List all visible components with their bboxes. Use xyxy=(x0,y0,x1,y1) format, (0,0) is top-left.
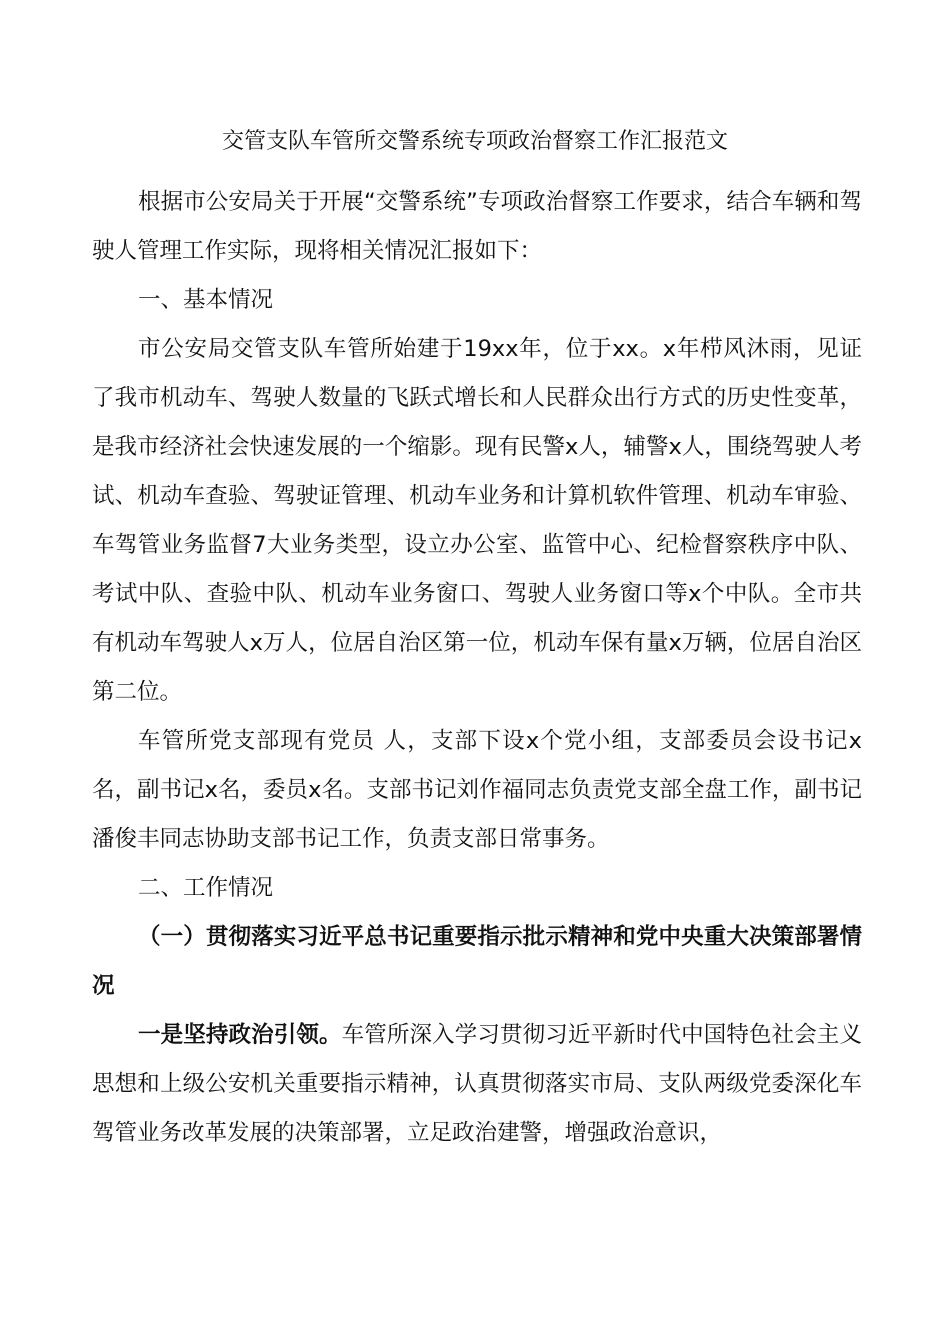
section-heading-work: 二、工作情况 xyxy=(138,875,274,901)
point-one-body: 车管所深入学习贯彻习近平新时代中国特色社会主义思想和上级公安机关重要指示精神，认真贯彻落实市局、支队两级党委深化车驾管业务改革发展的决策部署，立足政治建警，增强政治意识， xyxy=(92,1022,862,1146)
subsection-heading: （一）贯彻落实习近平总书记重要指示批示精神和党中央重大决策部署情况 xyxy=(92,924,862,999)
basic-info-paragraph: 市公安局交管支队车管所始建于19xx年，位于xx。x年栉风沐雨，见证了我市机动车、驾驶人数量的飞跃式增长和人民群众出行方式的历史性变革，是我市经济社会快速发展的一个缩影。现有民警x人，辅警x人，围绕驾驶人考试、机动车查验、驾驶证管理、机动车业务和计算机软件管理、机动车审验、车驾管业务监督7大业务类型，设立办公室、监管中心、纪检督察秩序中队、考试中队、查验中队、机动车业务窗口、驾驶人业务窗口等x个中队。全市共有机动车驾驶人x万人，位居自治区第一位，机动车保有量x万辆，位居自治区第二位。 xyxy=(92,336,862,705)
section-heading-basic: 一、基本情况 xyxy=(138,287,274,313)
party-branch-paragraph: 车管所党支部现有党员 人，支部下设x个党小组，支部委员会设书记x名，副书记x名，委员x名。支部书记刘作福同志负责党支部全盘工作，副书记潘俊丰同志协助支部书记工作，负责支部日常事务。 xyxy=(92,728,862,852)
point-one-paragraph xyxy=(92,1011,862,1158)
intro-paragraph: 根据市公安局关于开展“交警系统”专项政治督察工作要求，结合车辆和驾驶人管理工作实际，现将相关情况汇报如下： xyxy=(92,189,862,264)
point-one-lead: 一是坚持政治引领。 xyxy=(138,1022,342,1048)
document-title: 交管支队车管所交警系统专项政治督察工作汇报范文 xyxy=(221,129,728,154)
